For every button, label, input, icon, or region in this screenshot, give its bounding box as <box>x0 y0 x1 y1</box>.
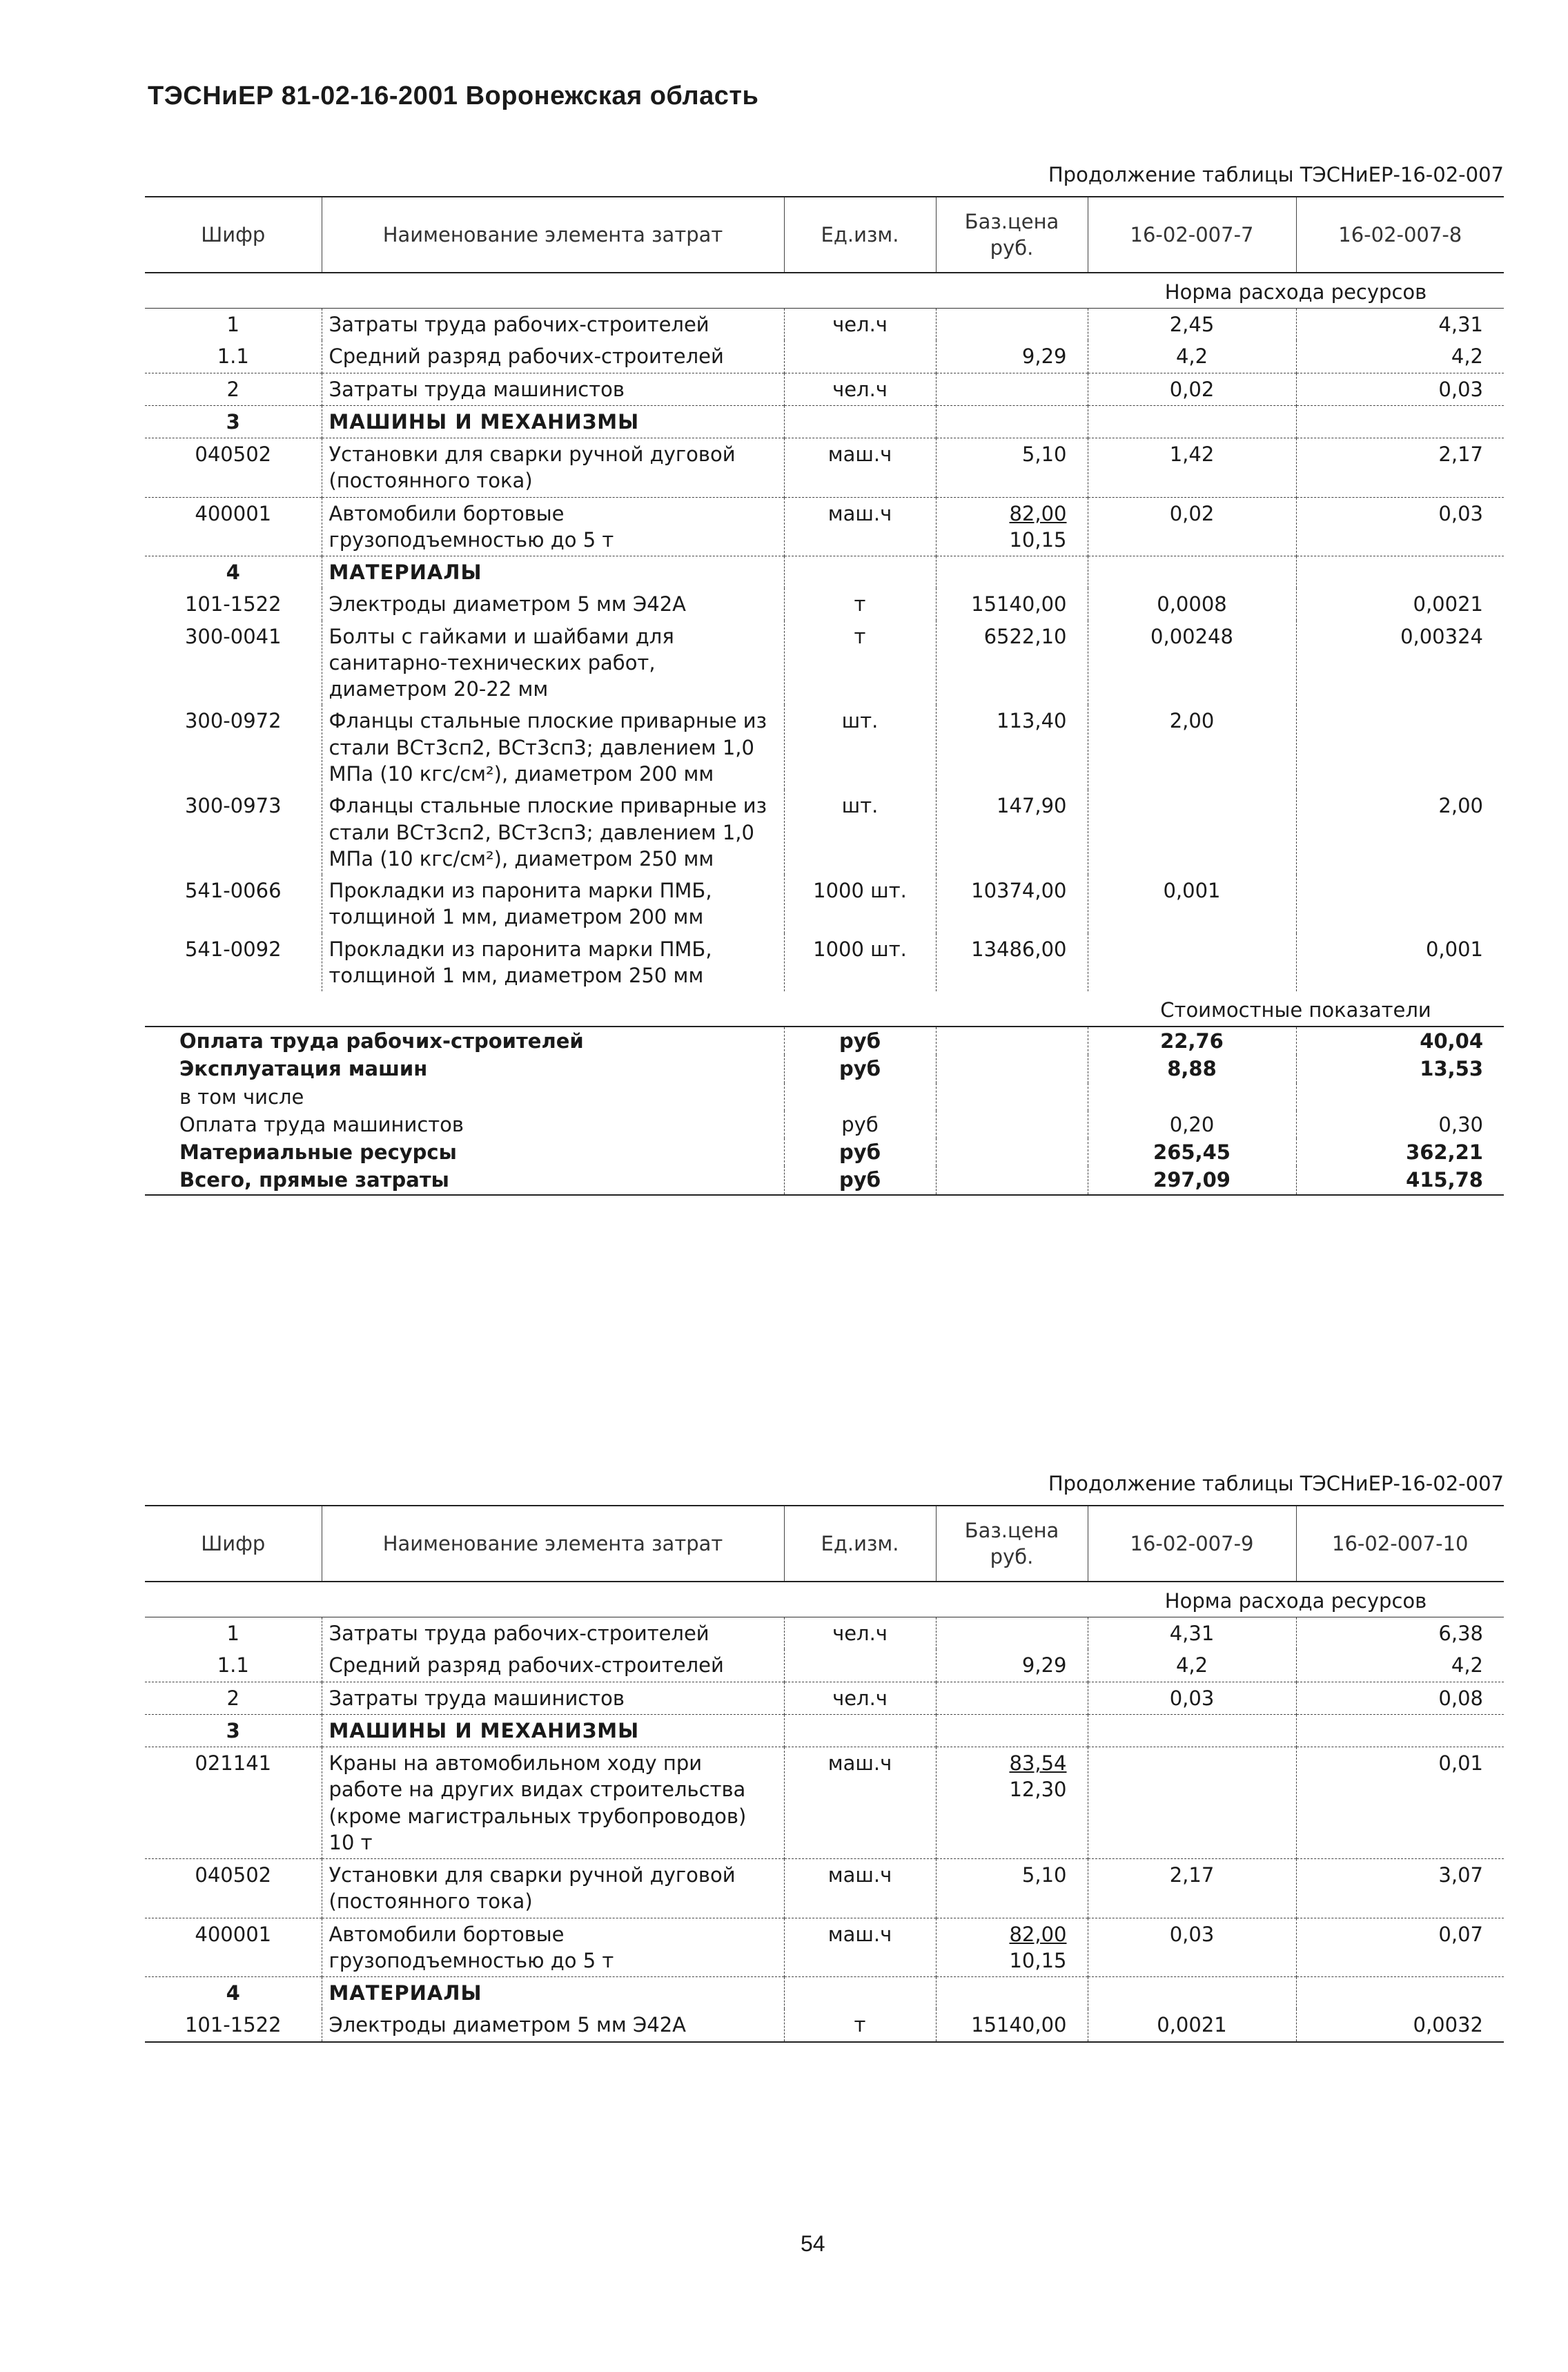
row-unit: чел.ч <box>784 1617 936 1650</box>
resource-table-2 <box>145 1505 1504 2043</box>
cost-price-empty <box>936 1111 1088 1138</box>
cost-value-1: 22,76 <box>1088 1027 1296 1055</box>
row-unit: чел.ч <box>784 373 936 405</box>
row-code: 300-0973 <box>184 794 282 818</box>
row-value-1: 0,03 <box>1088 1918 1296 1977</box>
row-unit: чел.ч <box>784 1682 936 1714</box>
row-unit: т <box>784 2009 936 2041</box>
row-value-2: 0,00324 <box>1296 621 1504 706</box>
row-code: 400001 <box>145 497 322 556</box>
row-price-cell <box>936 705 1088 790</box>
cost-value-2: 362,21 <box>1296 1138 1504 1166</box>
cost-value-1 <box>1088 1083 1296 1111</box>
row-unit: маш.ч <box>784 438 936 498</box>
cost-unit: руб <box>784 1138 936 1166</box>
row-price: 15140,00 <box>971 2013 1067 2037</box>
row-value-2: 0,07 <box>1296 1918 1504 1977</box>
cost-header-row <box>145 991 1504 1027</box>
table2-body <box>145 1617 1504 2042</box>
cost-price-empty <box>936 1027 1088 1055</box>
row-name: Прокладки из паронита марки ПМБ, толщиной 1 мм, диаметром 200 мм <box>322 875 784 933</box>
table-row <box>145 588 1504 620</box>
table1-caption: Продолжение таблицы ТЭСНиЕР-16-02-007 <box>1048 163 1504 186</box>
row-value-1 <box>1088 933 1296 992</box>
table-row <box>145 933 1504 992</box>
row-value-1: 0,001 <box>1088 875 1296 933</box>
row-value-1: 2,00 <box>1088 705 1296 790</box>
row-price-cell <box>936 1918 1088 1977</box>
row-price: 113,40 <box>997 709 1067 733</box>
row-name: Электроды диаметром 5 мм Э42А <box>322 588 784 620</box>
row-name: Электроды диаметром 5 мм Э42А <box>322 2009 784 2041</box>
resource-table-1 <box>145 196 1504 1196</box>
row-value-1: 0,02 <box>1088 373 1296 405</box>
row-value-1: 0,0021 <box>1088 2009 1296 2041</box>
row-value-2 <box>1296 405 1504 438</box>
row-name: Краны на автомобильном ходу при работе на других видах строительства (кроме магистральных трубопроводов) 10 т <box>322 1747 784 1859</box>
row-value-1 <box>1088 1977 1296 2010</box>
row-name: Затраты труда рабочих-строителей <box>322 1617 784 1650</box>
table-row <box>145 1617 1504 1650</box>
row-price: 5,10 <box>1021 443 1067 467</box>
row-name: Затраты труда машинистов <box>322 373 784 405</box>
row-value-2: 4,2 <box>1296 340 1504 373</box>
row-value-1: 4,2 <box>1088 1649 1296 1682</box>
row-value-2: 3,07 <box>1296 1859 1504 1918</box>
table2-caption: Продолжение таблицы ТЭСНиЕР-16-02-007 <box>1048 1472 1504 1495</box>
header-code: Шифр <box>145 197 322 273</box>
row-price-cell <box>936 405 1088 438</box>
row-code: 3 <box>145 1714 322 1747</box>
row-value-1 <box>1088 1747 1296 1859</box>
header-col2: 16-02-007-8 <box>1296 197 1504 273</box>
cost-value-1: 8,88 <box>1088 1055 1296 1082</box>
cost-unit: руб <box>784 1111 936 1138</box>
table-row <box>145 405 1504 438</box>
cost-unit <box>784 1083 936 1111</box>
table-row <box>145 1649 1504 1682</box>
cost-row <box>145 1138 1504 1166</box>
row-price-cell <box>936 621 1088 706</box>
cost-label: Стоимостные показатели <box>1088 991 1504 1027</box>
row-value-2: 0,03 <box>1296 497 1504 556</box>
row-value-1: 0,03 <box>1088 1682 1296 1714</box>
row-value-2: 0,08 <box>1296 1682 1504 1714</box>
cost-value-2: 415,78 <box>1296 1166 1504 1194</box>
row-value-2: 2,17 <box>1296 438 1504 498</box>
row-code: 040502 <box>145 438 322 498</box>
page-number: 54 <box>801 2231 825 2256</box>
row-price-cell <box>936 1714 1088 1747</box>
row-name: Средний разряд рабочих-строителей <box>322 340 784 373</box>
norm-spacer <box>145 1582 1088 1617</box>
header-code: Шифр <box>145 1506 322 1582</box>
cost-value-2: 0,30 <box>1296 1111 1504 1138</box>
row-price-cell <box>936 875 1088 933</box>
cost-value-1: 0,20 <box>1088 1111 1296 1138</box>
cost-spacer <box>145 991 1088 1027</box>
row-price-cell <box>936 497 1088 556</box>
row-code: 101-1522 <box>145 2009 322 2041</box>
table-row <box>145 1977 1504 2010</box>
row-unit <box>784 1714 936 1747</box>
row-name: Автомобили бортовые грузоподъемностью до 5 т <box>322 1918 784 1977</box>
row-code: 101-1522 <box>184 592 282 616</box>
row-code: 300-0041 <box>184 624 282 648</box>
row-unit: т <box>784 588 936 620</box>
row-name: МАШИНЫ И МЕХАНИЗМЫ <box>322 1714 784 1747</box>
row-name: МАТЕРИАЛЫ <box>322 556 784 589</box>
table-row <box>145 438 1504 498</box>
row-unit <box>784 340 936 373</box>
row-value-2: 0,0032 <box>1296 2009 1504 2041</box>
row-price: 82,00 <box>1009 501 1067 525</box>
row-code: 541-0066 <box>184 879 282 903</box>
row-name: Фланцы стальные плоские приварные из стали ВСт3сп2, ВСт3сп3; давлением 1,0 МПа (10 кгс/см²), диаметром 200 мм <box>322 705 784 790</box>
norm-header-row <box>145 273 1504 309</box>
row-price: 9,29 <box>1021 344 1067 369</box>
row-value-1: 1,42 <box>1088 438 1296 498</box>
row-price-cell <box>936 2009 1088 2041</box>
table-row <box>145 497 1504 556</box>
row-price-cell <box>936 556 1088 589</box>
row-code: 1 <box>226 313 239 336</box>
row-unit: маш.ч <box>784 1918 936 1977</box>
row-price: 10374,00 <box>971 879 1067 903</box>
row-value-2: 4,2 <box>1296 1649 1504 1682</box>
row-unit: шт. <box>784 790 936 875</box>
row-name: Затраты труда машинистов <box>322 1682 784 1714</box>
row-value-1 <box>1088 556 1296 589</box>
row-code: 021141 <box>145 1747 322 1859</box>
cost-unit: руб <box>784 1055 936 1082</box>
row-unit <box>784 556 936 589</box>
row-value-2 <box>1296 1714 1504 1747</box>
row-price-machinist: 10,15 <box>1009 1948 1067 1972</box>
cost-row <box>145 1055 1504 1082</box>
table-row <box>145 1714 1504 1747</box>
header-col1: 16-02-007-7 <box>1088 197 1296 273</box>
row-value-2: 0,03 <box>1296 373 1504 405</box>
cost-row <box>145 1027 1504 1055</box>
row-price-cell <box>936 340 1088 373</box>
norm-header-row <box>145 1582 1504 1617</box>
row-value-2 <box>1296 875 1504 933</box>
cost-value-1: 265,45 <box>1088 1138 1296 1166</box>
cost-name: Материальные ресурсы <box>179 1140 457 1165</box>
table-row <box>145 2009 1504 2041</box>
row-unit: маш.ч <box>784 497 936 556</box>
row-price: 147,90 <box>997 794 1067 818</box>
norm-spacer <box>145 273 1088 309</box>
row-price: 9,29 <box>1021 1653 1067 1678</box>
row-price: 6522,10 <box>983 624 1067 648</box>
header-unit: Ед.изм. <box>784 197 936 273</box>
row-price-cell <box>936 933 1088 992</box>
header-col2: 16-02-007-10 <box>1296 1506 1504 1582</box>
table-row <box>145 340 1504 373</box>
row-value-2 <box>1296 1977 1504 2010</box>
cost-value-2: 40,04 <box>1296 1027 1504 1055</box>
table-header-row <box>145 1506 1504 1582</box>
table-row <box>145 309 1504 341</box>
row-code: 1.1 <box>217 1653 249 1678</box>
row-unit <box>784 405 936 438</box>
row-value-1: 4,31 <box>1088 1617 1296 1650</box>
cost-row <box>145 1083 1504 1111</box>
cost-price-empty <box>936 1083 1088 1111</box>
cost-name: в том числе <box>179 1085 304 1109</box>
header-col1: 16-02-007-9 <box>1088 1506 1296 1582</box>
row-code: 1 <box>226 1622 239 1645</box>
row-value-1: 2,45 <box>1088 309 1296 341</box>
document-title: ТЭСНиЕР 81-02-16-2001 Воронежская область <box>148 81 759 110</box>
row-value-1 <box>1088 790 1296 875</box>
cost-name: Оплата труда машинистов <box>179 1112 464 1136</box>
row-code: 400001 <box>145 1918 322 1977</box>
table-row <box>145 556 1504 589</box>
row-price-cell <box>936 1682 1088 1714</box>
row-name: Затраты труда рабочих-строителей <box>322 309 784 341</box>
row-value-2: 4,31 <box>1296 309 1504 341</box>
row-value-2: 0,0021 <box>1296 588 1504 620</box>
row-name: Автомобили бортовые грузоподъемностью до 5 т <box>322 497 784 556</box>
row-price: 82,00 <box>1009 1922 1067 1946</box>
row-price-cell <box>936 309 1088 341</box>
row-code: 040502 <box>145 1859 322 1918</box>
row-price-cell <box>936 1617 1088 1650</box>
row-value-2: 0,001 <box>1296 933 1504 992</box>
norm-label: Норма расхода ресурсов <box>1088 1582 1504 1617</box>
row-unit: чел.ч <box>784 309 936 341</box>
cost-value-1: 297,09 <box>1088 1166 1296 1194</box>
row-unit: 1000 шт. <box>784 933 936 992</box>
row-name: Установки для сварки ручной дуговой (постоянного тока) <box>322 438 784 498</box>
table-row <box>145 1859 1504 1918</box>
row-value-1: 0,00248 <box>1088 621 1296 706</box>
row-code: 3 <box>145 405 322 438</box>
cost-name: Всего, прямые затраты <box>145 1166 784 1194</box>
row-price-cell <box>936 1977 1088 2010</box>
table-header-row <box>145 197 1504 273</box>
header-name: Наименование элемента затрат <box>322 1506 784 1582</box>
header-price: Баз.цена руб. <box>936 197 1088 273</box>
cost-price-empty <box>936 1055 1088 1082</box>
row-value-1: 0,02 <box>1088 497 1296 556</box>
row-name: Фланцы стальные плоские приварные из стали ВСт3сп2, ВСт3сп3; давлением 1,0 МПа (10 кгс/см²), диаметром 250 мм <box>322 790 784 875</box>
row-name: Болты с гайками и шайбами для санитарно-технических работ, диаметром 20-22 мм <box>322 621 784 706</box>
cost-name: Эксплуатация машин <box>179 1057 428 1081</box>
cost-row <box>145 1166 1504 1194</box>
row-value-1: 0,0008 <box>1088 588 1296 620</box>
cost-value-2: 13,53 <box>1296 1055 1504 1082</box>
row-value-1: 4,2 <box>1088 340 1296 373</box>
row-code: 4 <box>145 1977 322 2010</box>
row-price-cell <box>936 790 1088 875</box>
row-value-1 <box>1088 1714 1296 1747</box>
row-value-2 <box>1296 705 1504 790</box>
table-row <box>145 705 1504 790</box>
row-code: 541-0092 <box>184 937 282 961</box>
table-row <box>145 1747 1504 1859</box>
header-unit: Ед.изм. <box>784 1506 936 1582</box>
table-row <box>145 1682 1504 1714</box>
row-unit: т <box>784 621 936 706</box>
row-name: Установки для сварки ручной дуговой (постоянного тока) <box>322 1859 784 1918</box>
row-unit <box>784 1649 936 1682</box>
row-price: 83,54 <box>1009 1751 1067 1776</box>
row-price-cell <box>936 1859 1088 1918</box>
table-row <box>145 790 1504 875</box>
row-price-cell <box>936 1747 1088 1859</box>
row-price: 13486,00 <box>971 937 1067 961</box>
row-code: 1.1 <box>217 344 249 369</box>
row-unit: маш.ч <box>784 1859 936 1918</box>
row-value-2: 6,38 <box>1296 1617 1504 1650</box>
row-price-cell <box>936 1649 1088 1682</box>
cost-price-empty <box>936 1166 1088 1194</box>
table1-body <box>145 309 1504 992</box>
row-code: 2 <box>145 1682 322 1714</box>
row-value-1: 2,17 <box>1088 1859 1296 1918</box>
table-row <box>145 373 1504 405</box>
row-unit: шт. <box>784 705 936 790</box>
row-price: 15140,00 <box>971 592 1067 616</box>
cost-unit: руб <box>784 1027 936 1055</box>
header-price: Баз.цена руб. <box>936 1506 1088 1582</box>
row-code: 4 <box>145 556 322 589</box>
header-name: Наименование элемента затрат <box>322 197 784 273</box>
row-name: МАШИНЫ И МЕХАНИЗМЫ <box>322 405 784 438</box>
row-value-2 <box>1296 556 1504 589</box>
cost-value-2 <box>1296 1083 1504 1111</box>
row-price-machinist: 12,30 <box>1009 1778 1067 1802</box>
table-row <box>145 1918 1504 1977</box>
cost-unit: руб <box>784 1166 936 1194</box>
row-name: Средний разряд рабочих-строителей <box>322 1649 784 1682</box>
row-price-machinist: 10,15 <box>1009 527 1067 552</box>
row-name: Прокладки из паронита марки ПМБ, толщиной 1 мм, диаметром 250 мм <box>322 933 784 992</box>
row-code: 300-0972 <box>184 709 282 733</box>
row-code: 2 <box>145 373 322 405</box>
row-unit: 1000 шт. <box>784 875 936 933</box>
table-row <box>145 875 1504 933</box>
row-unit <box>784 1977 936 2010</box>
row-value-1 <box>1088 405 1296 438</box>
row-unit: маш.ч <box>784 1747 936 1859</box>
cost-price-empty <box>936 1138 1088 1166</box>
row-price: 5,10 <box>1021 1863 1067 1887</box>
row-value-2: 0,01 <box>1296 1747 1504 1859</box>
row-price-cell <box>936 438 1088 498</box>
norm-label: Норма расхода ресурсов <box>1088 273 1504 309</box>
row-name: МАТЕРИАЛЫ <box>322 1977 784 2010</box>
row-price-cell <box>936 373 1088 405</box>
cost-row <box>145 1111 1504 1138</box>
table-row <box>145 621 1504 706</box>
row-value-2: 2,00 <box>1296 790 1504 875</box>
row-price-cell <box>936 588 1088 620</box>
cost-name: Оплата труда рабочих-строителей <box>145 1027 784 1055</box>
cost-body <box>145 1027 1504 1195</box>
